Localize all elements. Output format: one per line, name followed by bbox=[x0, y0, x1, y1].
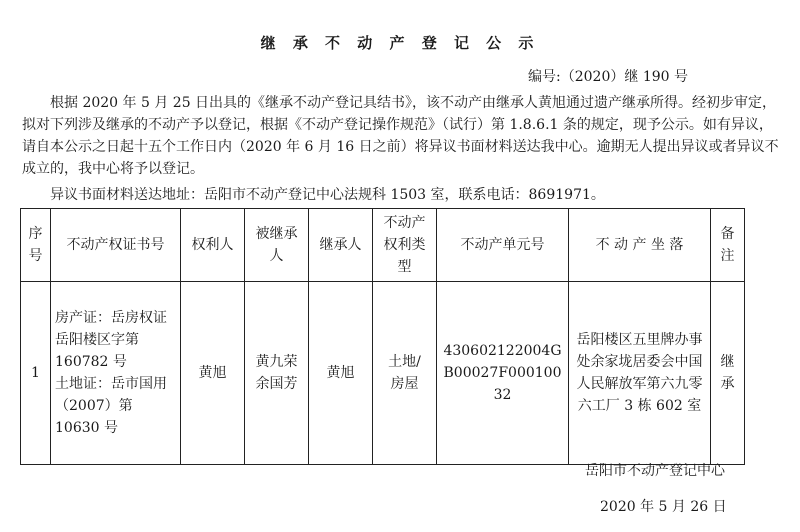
cell-decedent: 黄九荣 余国芳 bbox=[245, 282, 309, 465]
objection-address: 异议书面材料送达地址：岳阳市不动产登记中心法规科 1503 室，联系电话：8691971。 bbox=[50, 187, 605, 203]
cell-unit-no: 430602122004GB00027F00010032 bbox=[437, 282, 569, 465]
header-right-type: 不动产权利类型 bbox=[373, 209, 437, 282]
cell-right-holder: 黄旭 bbox=[181, 282, 245, 465]
issue-date: 2020 年 5 月 26 日 bbox=[600, 499, 727, 515]
header-unit-no: 不动产单元号 bbox=[437, 209, 569, 282]
cell-remark: 继承 bbox=[711, 282, 745, 465]
header-decedent: 被继承人 bbox=[245, 209, 309, 282]
cell-cert-no: 房产证：岳房权证岳阳楼区字第 160782 号 土地证：岳市国用（2007）第 10630 号 bbox=[51, 282, 181, 465]
cell-seq: 1 bbox=[21, 282, 51, 465]
cell-heir: 黄旭 bbox=[309, 282, 373, 465]
header-right-holder: 权利人 bbox=[181, 209, 245, 282]
document-number: 编号:（2020）继 190 号 bbox=[528, 69, 688, 85]
table-header-row bbox=[21, 209, 745, 282]
cell-location: 岳阳楼区五里牌办事处余家垅居委会中国人民解放军第六九零六工厂 3 栋 602 室 bbox=[569, 282, 711, 465]
table-row bbox=[21, 282, 745, 465]
header-location: 不 动 产 坐 落 bbox=[569, 209, 711, 282]
header-remark: 备注 bbox=[711, 209, 745, 282]
notice-body: 根据 2020 年 5 月 25 日出具的《继承不动产登记具结书》，该不动产由继承人黄旭通过遗产继承所得。经初步审定，拟对下列涉及继承的不动产予以登记，根据《不动产登记操作规范》（试行）第 1.8.6.1 条的规定，现予公示。如有异议，请自本公示之日起十五个工作日内（2020 年 6 月 16 日之前）将异议书面材料送达我中心。逾期无人提出异议或者异议不成立的，我中心将予以登记。 bbox=[22, 95, 779, 177]
header-cert-no: 不动产权证书号 bbox=[51, 209, 181, 282]
issuing-organization: 岳阳市不动产登记中心 bbox=[585, 463, 725, 479]
header-seq: 序号 bbox=[21, 209, 51, 282]
notice-title: 继 承 不 动 产 登 记 公 示 bbox=[260, 34, 540, 52]
property-table bbox=[20, 208, 745, 465]
header-heir: 继承人 bbox=[309, 209, 373, 282]
cell-right-type: 土地/ 房屋 bbox=[373, 282, 437, 465]
